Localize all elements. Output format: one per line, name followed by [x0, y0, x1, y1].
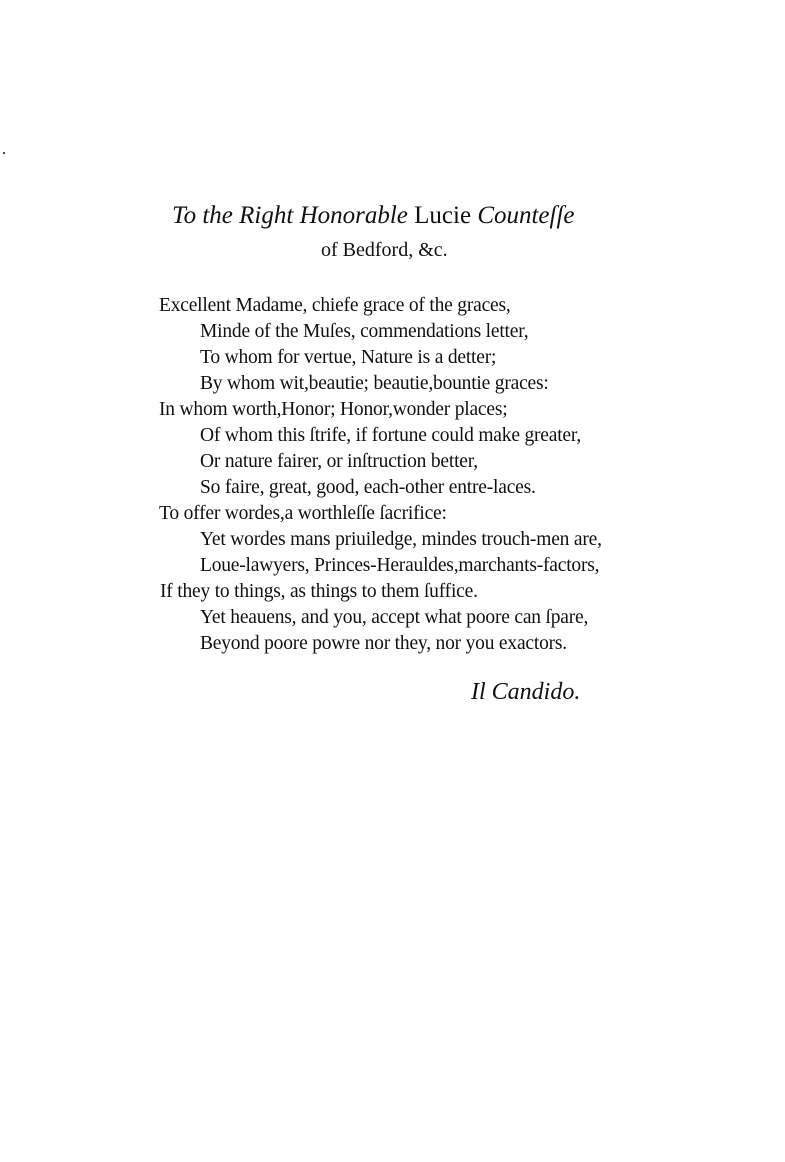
poem-line: If they to things, as things to them ſuffice. [160, 581, 478, 602]
dedication-title-name: Lucie [414, 202, 472, 229]
poem-line: Yet heauens, and you, accept what poore can ſpare, [200, 607, 589, 628]
poem-line: Of whom this ſtrife, if fortune could make greater, [200, 425, 582, 446]
signature: Il Candido. [471, 679, 581, 705]
dedication-title-rank: Counteſſe [477, 202, 575, 229]
poem-line: To whom for vertue, Nature is a detter; [200, 347, 497, 368]
poem-line: Beyond poore powre nor they, nor you exactors. [200, 633, 567, 654]
poem-line: Yet wordes mans priuiledge, mindes trouch-men are, [200, 529, 602, 550]
dedication-title [172, 200, 575, 232]
poem-line: Or nature fairer, or inſtruction better, [200, 451, 478, 472]
dedication-subtitle: of Bedford, &c. [321, 239, 448, 261]
poem-line: Excellent Madame, chiefe grace of the graces, [159, 295, 511, 316]
poem-line: To offer wordes,a worthleſſe ſacrifice: [159, 503, 447, 524]
print-speck [3, 152, 5, 154]
poem-line: So faire, great, good, each-other entre-laces. [200, 477, 536, 498]
dedication-title-italic: To the Right Honorable [172, 202, 408, 229]
poem-line: Minde of the Muſes, commendations letter, [200, 321, 529, 342]
poem-line: In whom worth,Honor; Honor,wonder places; [159, 399, 508, 420]
poem-line: Loue-lawyers, Princes-Herauldes,marchants-factors, [200, 555, 600, 576]
poem-line: By whom wit,beautie; beautie,bountie graces: [200, 373, 549, 394]
